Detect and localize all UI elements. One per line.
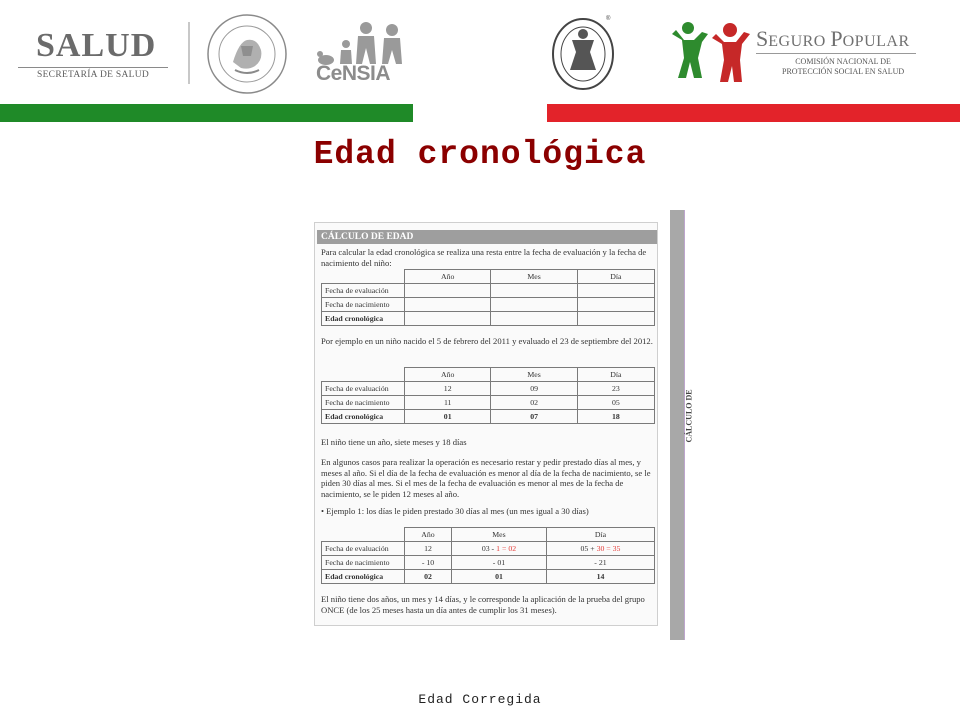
sp-word-eguro: EGURO [768,33,831,50]
table-cell: 14 [546,570,654,584]
row-label: Fecha de evaluación [322,382,405,396]
col-anio: Año [405,368,491,382]
row-label: Fecha de evaluación [322,284,405,298]
col-mes: Mes [451,528,546,542]
table-cell: 11 [405,396,491,410]
footer-label: Edad Corregida [418,692,542,707]
table-header-row [322,368,655,382]
seguro-popular-title [756,28,910,50]
logo-separator [188,22,190,84]
table-cell: 09 [491,382,577,396]
table-row [322,382,655,396]
sp-letter-s: S [756,26,769,51]
green-header-bar [0,104,413,122]
row-label: Edad cronológica [322,410,405,424]
intro-text: Para calcular la edad cronológica se realiza una resta entre la fecha de evaluación y la fecha de nacimiento del niño: [321,247,647,268]
col-mes: Mes [491,368,577,382]
censia-figures-icon [312,20,408,68]
example-text: Por ejemplo en un niño nacido el 5 de febrero del 2011 y evaluado el 23 de septiembre del 2012. [321,336,653,346]
table-row [322,312,655,326]
table-row [322,570,655,584]
dia-borrow: 30 = 35 [596,544,621,553]
table-cell: 02 [405,570,452,584]
dia-part: 05 + [580,544,597,553]
table-cell: 07 [491,410,577,424]
mes-result: 02 [508,544,517,553]
mexico-seal-icon [205,12,289,96]
sp-letter-p: P [830,26,843,51]
conclusion-text: El niño tiene dos años, un mes y 14 días, y le corresponde la aplicación de la prueba del grupo ONCE (de los 25 meses hasta un día antes de cumplir los 31 meses). [321,594,645,615]
example-age-table [321,367,655,424]
mes-part: 03 - [481,544,497,553]
table-row [322,284,655,298]
table-header-row [322,270,655,284]
col-anio: Año [405,528,452,542]
red-header-bar [547,104,960,122]
col-dia: Día [577,270,654,284]
slide-title: Edad cronológica [313,136,647,173]
table-header-row [322,528,655,542]
table-cell: 23 [577,382,654,396]
table-cell: 01 [405,410,491,424]
table-cell: - 21 [546,556,654,570]
table-cell: 05 [577,396,654,410]
borrow-age-table [321,527,655,584]
side-tab-label: CÁLCULO DE [684,389,694,443]
salud-divider [18,67,168,68]
censia-name: CeNSIA [316,62,391,85]
sp-divider [756,53,916,54]
table-row [322,410,655,424]
table-cell: 02 [491,396,577,410]
row-label: Fecha de nacimiento [322,298,405,312]
salud-logo [18,28,178,88]
table-cell [546,542,654,556]
table-cell: - 01 [451,556,546,570]
col-dia: Día [577,368,654,382]
table-cell [451,542,546,556]
mes-borrow: 1 = [496,544,509,553]
table-cell: 18 [577,410,654,424]
table-cell: - 10 [405,556,452,570]
table-row [322,542,655,556]
row-label: Edad cronológica [322,570,405,584]
sp-word-opular: OPULAR [842,33,910,50]
table-cell: 12 [405,542,452,556]
row-label: Fecha de nacimiento [322,556,405,570]
row-label: Fecha de evaluación [322,542,405,556]
example1-text: • Ejemplo 1: los días le piden prestado 30 días al mes (un mes igual a 30 días) [321,506,589,516]
col-anio: Año [405,270,491,284]
table-cell: 01 [451,570,546,584]
example-result: El niño tiene un año, siete meses y 18 días [321,437,467,447]
document-heading: CÁLCULO DE EDAD [317,230,657,244]
sp-subtitle-line1: COMISIÓN NACIONAL DE [795,57,891,66]
blank-age-table [321,269,655,326]
salud-subtitle: SECRETARÍA DE SALUD [37,70,150,80]
document-scan [314,222,658,626]
salud-name: SALUD [36,27,157,64]
hospital-seal-icon [550,12,616,92]
col-dia: Día [546,528,654,542]
row-label: Fecha de nacimiento [322,396,405,410]
table-row [322,556,655,570]
borrow-text: En algunos casos para realizar la operación es necesario restar y pedir prestado días al mes, y meses al año. Si el día de la fecha de evaluación es menor al día de la fecha de nacimiento, se le piden 30 días al mes. Si el mes de la fecha de evaluación es menor al mes de la fecha de nacimiento, se le piden 12 meses al año. [321,457,651,499]
seguro-popular-figures-icon [668,20,752,84]
table-row [322,396,655,410]
svg-text:®: ® [606,16,611,22]
seguro-popular-subtitle [782,57,904,77]
sp-subtitle-line2: PROTECCIÓN SOCIAL EN SALUD [782,67,905,76]
table-cell: 12 [405,382,491,396]
col-mes: Mes [491,270,577,284]
row-label: Edad cronológica [322,312,405,326]
table-row [322,298,655,312]
